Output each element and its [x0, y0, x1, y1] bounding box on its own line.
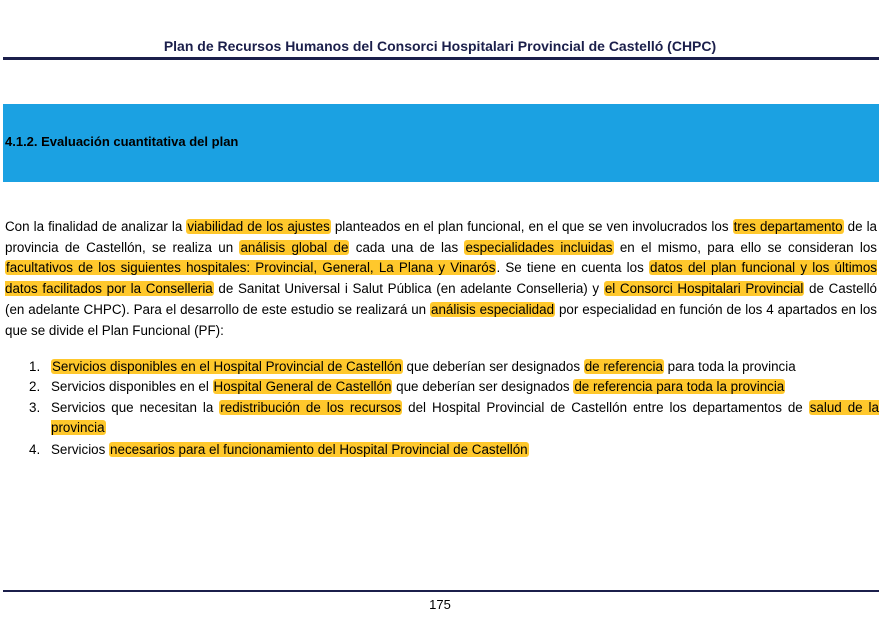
text-run: Servicios que necesitan la — [51, 400, 220, 415]
list-item-text — [51, 357, 879, 377]
text-run: del Hospital Provincial de Castellón entre los departamentos de — [402, 400, 809, 415]
highlighted-text: necesarios para el funcionamiento del Hospital Provincial de Castellón — [110, 442, 528, 457]
text-run: de Sanitat Universal i Salut Pública (en adelante Conselleria) y — [213, 281, 604, 297]
text-run: Con la finalidad de analizar la — [5, 219, 187, 234]
highlighted-text: de referencia para toda la provincia — [574, 379, 785, 394]
header-rule — [3, 57, 879, 60]
list-item — [29, 440, 879, 460]
text-run: de Castelló (en adelante CHPC). Para el desarrollo de este estudio se realizará un — [5, 281, 878, 317]
list-item-text — [51, 398, 879, 438]
highlighted-text: de referencia — [584, 359, 663, 374]
text-run: que deberían ser designados — [392, 379, 574, 394]
list-item-number: 4. — [29, 442, 41, 457]
highlighted-text: análisis especialidad — [431, 301, 555, 317]
highlighted-text: redistribución de los recursos — [220, 400, 402, 415]
text-run: cada una de las — [349, 239, 465, 255]
list-item — [29, 398, 879, 438]
highlighted-text: salud de la provincia — [51, 400, 879, 435]
page-number: 175 — [429, 597, 451, 612]
text-run: que deberían ser designados — [402, 359, 584, 374]
highlighted-text: datos del plan funcional y los últimos datos facilitados por la Conselleria — [5, 260, 877, 297]
highlighted-text: análisis global de — [240, 239, 349, 255]
document-header-title: Plan de Recursos Humanos del Consorci Hospitalari Provincial de Castelló (CHPC) — [163, 38, 717, 54]
list-item — [29, 357, 879, 377]
highlighted-text: especialidades incluidas — [465, 239, 613, 255]
highlighted-text: el Consorci Hospitalari Provincial — [604, 281, 804, 297]
list-item-text — [51, 440, 879, 460]
highlighted-text: tres departamento — [733, 219, 843, 234]
text-run: en el mismo, para ello se consideran los — [613, 239, 877, 255]
highlighted-text: facultativos de los siguientes hospitales: Provincial, General, La Plana y Vinarós — [6, 260, 496, 276]
list-item-text — [51, 377, 879, 397]
highlighted-text: Hospital General de Castellón — [213, 379, 392, 394]
footer-rule — [3, 590, 879, 592]
text-run: Servicios disponibles en el — [51, 379, 213, 394]
list-item-number: 1. — [29, 359, 41, 374]
list-item — [29, 377, 879, 397]
highlighted-text: Servicios disponibles en el Hospital Provincial de Castellón — [52, 359, 402, 374]
text-run: por especialidad en función de los 4 apartados en los que se divide el Plan Funcional (PF): — [5, 301, 877, 338]
text-run: Servicios — [51, 442, 110, 457]
list-item-number: 3. — [29, 400, 41, 415]
section-title: 4.1.2. Evaluación cuantitativa del plan — [5, 134, 239, 149]
highlighted-text: viabilidad de los ajustes — [187, 219, 330, 234]
list-item-number: 2. — [29, 379, 41, 394]
text-run: para toda la provincia — [663, 359, 796, 374]
body-paragraph — [5, 217, 877, 341]
text-run: planteados en el plan funcional, en el que se ven involucrados los — [330, 219, 733, 234]
text-run: de la provincia de Castellón, se realiza un — [5, 219, 878, 255]
text-run: . Se tiene en cuenta los — [496, 260, 649, 276]
